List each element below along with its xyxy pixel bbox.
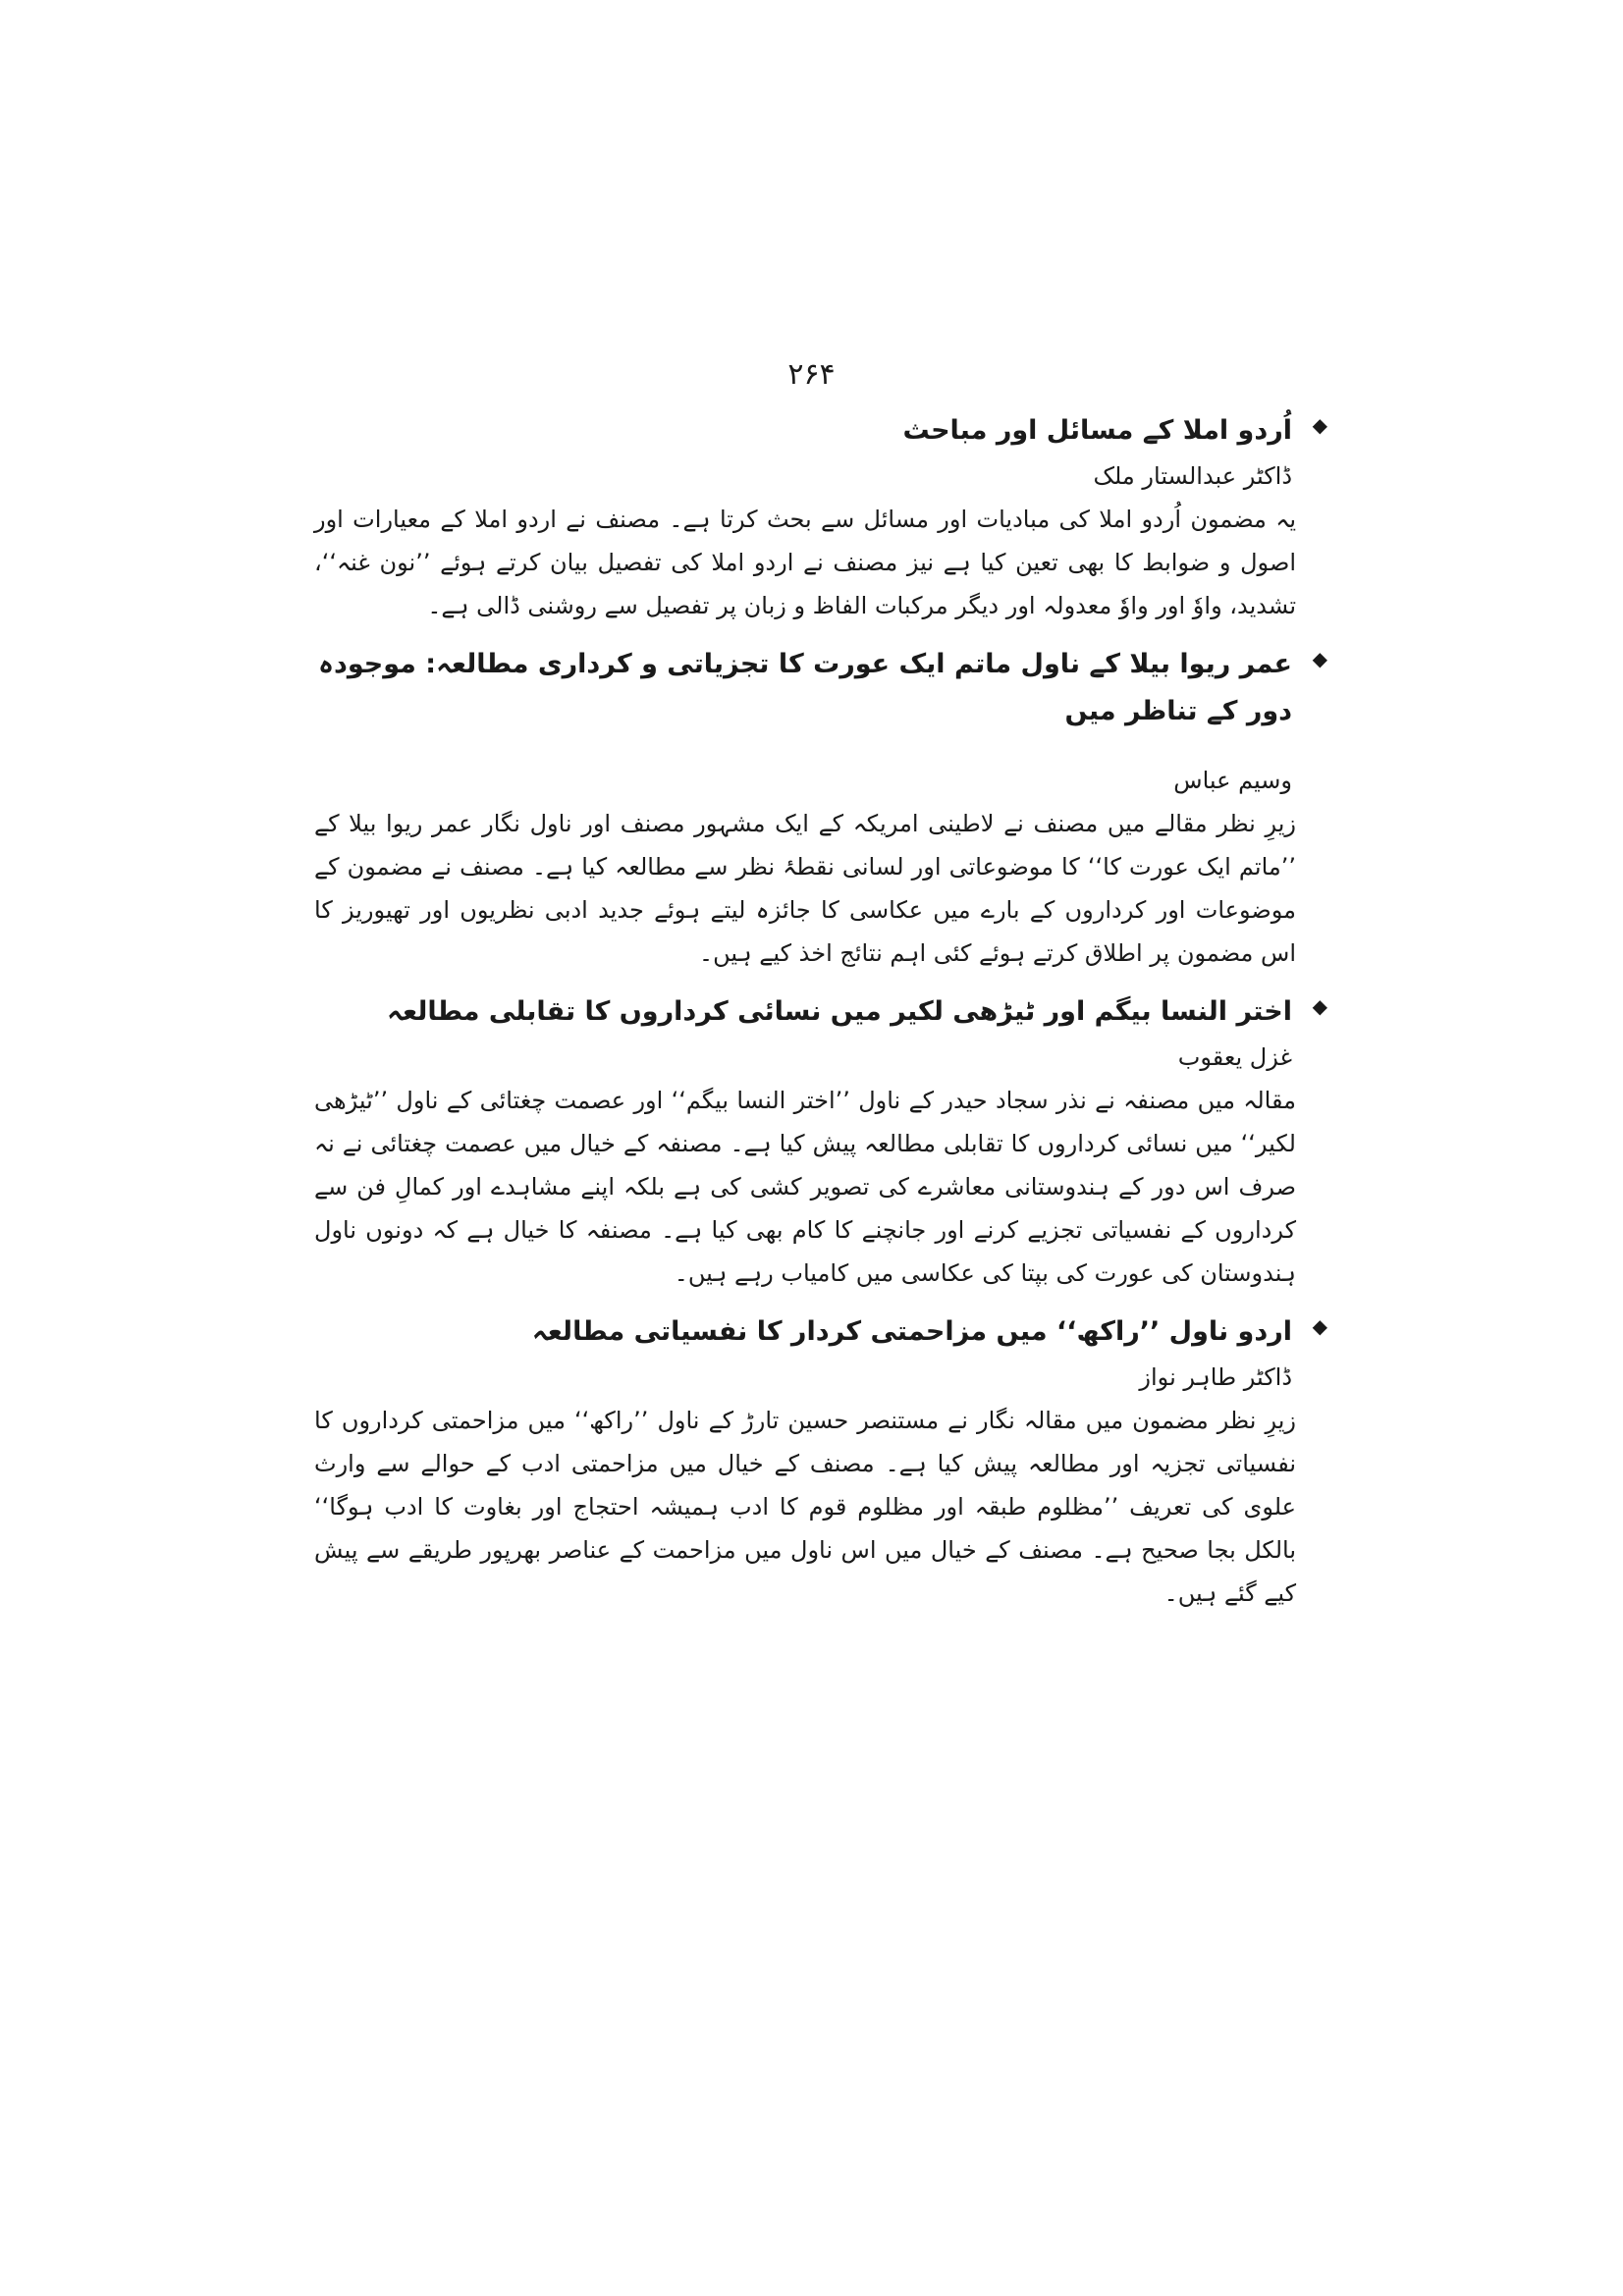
entry-title: اختر النسا بیگم اور ٹیڑھی لکیر میں نسائی کرداروں کا تقابلی مطالعہ xyxy=(387,996,1292,1027)
entry-title: اردو ناول ’’راکھ‘‘ میں مزاحمتی کردار کا نفسیاتی مطالعہ xyxy=(531,1316,1292,1347)
bullet-icon: ◆ xyxy=(1312,994,1327,1018)
entry-abstract xyxy=(314,1399,1306,1615)
abstract-line: اور کرداروں کے بارے میں عکاسی کا جائزہ لیتے ہوئے جدید ادبی نظریوں اور تھیوریز کا اس مضمون پر xyxy=(314,896,1296,967)
abstract-line: واوٗ معدولہ اور دیگر مرکبات الفاظ و زبان پر تفصیل سے روشنی ڈالی ہے۔ xyxy=(427,592,1149,619)
entry-abstract xyxy=(314,802,1306,975)
abstract-line: دور کے ہندوستانی معاشرے کی تصویر کشی کی ہے بلکہ اپنے مشاہدے اور کمالِ فن سے کرداروں کے xyxy=(314,1173,1296,1244)
abstract-line: مصنف کے خیال میں اس ناول میں مزاحمت کے عناصر بھرپور طریقے سے پیش کیے گئے ہیں۔ xyxy=(314,1536,1296,1607)
entry-author: ڈاکٹر عبدالستار ملک xyxy=(1093,462,1292,490)
abstract-line: اطلاق کرتے ہوئے کئی اہم نتائج اخذ کیے ہیں۔ xyxy=(699,939,1143,967)
abstract-line: زیرِ نظر مقالے میں مصنف نے لاطینی امریکہ کے ایک مشہور مصنف اور ناول نگار عمر ریوا بیلا کے ’’ماتم xyxy=(314,810,1296,881)
entry-author: وسیم عباس xyxy=(1173,767,1292,794)
bullet-icon: ◆ xyxy=(1312,647,1327,670)
abstract-line: زیرِ نظر مضمون میں مقالہ نگار نے مستنصر حسین تارڑ کے ناول ’’راکھ‘‘ میں مزاحمتی کرداروں کا نفسیاتی xyxy=(314,1407,1297,1477)
entry-abstract xyxy=(314,498,1306,627)
abstract-line: میں نسائی کرداروں کا تقابلی مطالعہ پیش کیا ہے۔ مصنفہ کے خیال میں عصمت چغتائی نے نہ صرف اس xyxy=(314,1130,1296,1201)
abstracts-list xyxy=(314,407,1327,1629)
abstract-line: یہ مضمون اُردو املا کی مبادیات اور مسائل سے بحث کرتا ہے۔ مصنف نے اردو املا کے معیارات اور اصول و xyxy=(314,506,1296,576)
abstract-line: تجزیہ اور مطالعہ پیش کیا ہے۔ مصنف کے خیال میں مزاحمتی ادب کے حوالے سے وارث علوی کی xyxy=(314,1450,1296,1521)
entry-author: ڈاکٹر طاہر نواز xyxy=(1139,1363,1292,1391)
entry-author: غزل یعقوب xyxy=(1177,1043,1292,1071)
abstract-entry xyxy=(314,1308,1327,1615)
entry-abstract xyxy=(314,1079,1306,1295)
abstract-entry xyxy=(314,988,1327,1295)
abstract-entry xyxy=(314,407,1327,627)
abstract-line: ایک عورت کا‘‘ کا موضوعاتی اور لسانی نقطۂ نظر سے مطالعہ کیا ہے۔ مصنف نے مضمون کے موضوعات xyxy=(314,853,1296,924)
abstract-entry xyxy=(314,641,1327,975)
bullet-icon: ◆ xyxy=(1312,413,1327,437)
abstract-line: عورت کی بپتا کی عکاسی میں کامیاب رہے ہیں۔ xyxy=(674,1259,1155,1287)
entry-title: اُردو املا کے مسائل اور مباحث xyxy=(902,415,1292,446)
abstract-line: ضوابط کا بھی تعین کیا ہے نیز مصنف نے اردو املا کی تفصیل بیان کرتے ہوئے ’’نون غنہ‘‘، تشدید، واوٗ اور xyxy=(314,549,1296,619)
abstract-line: تعریف ’’مظلوم طبقہ اور مظلوم قوم کا ادب ہمیشہ احتجاج اور بغاوت کا ادب ہوگا‘‘ بالکل بجا صحیح ہے۔ xyxy=(314,1493,1296,1564)
abstract-line: نفسیاتی تجزیے کرنے اور جانچنے کا کام بھی کیا ہے۔ مصنفہ کا خیال ہے کہ دونوں ناول ہندوستان کی xyxy=(314,1216,1296,1287)
abstract-line: مقالہ میں مصنفہ نے نذر سجاد حیدر کے ناول ’’اختر النسا بیگم‘‘ اور عصمت چغتائی کے ناول ’’ٹیڑھی لکیر‘‘ xyxy=(314,1087,1296,1157)
entry-title: عمر ریوا بیلا کے ناول ماتم ایک عورت کا تجزیاتی و کرداری مطالعہ: موجودہ دور کے تناظر میں xyxy=(318,649,1292,726)
bullet-icon: ◆ xyxy=(1312,1314,1327,1338)
page-number: ۲۶۴ xyxy=(787,357,836,392)
